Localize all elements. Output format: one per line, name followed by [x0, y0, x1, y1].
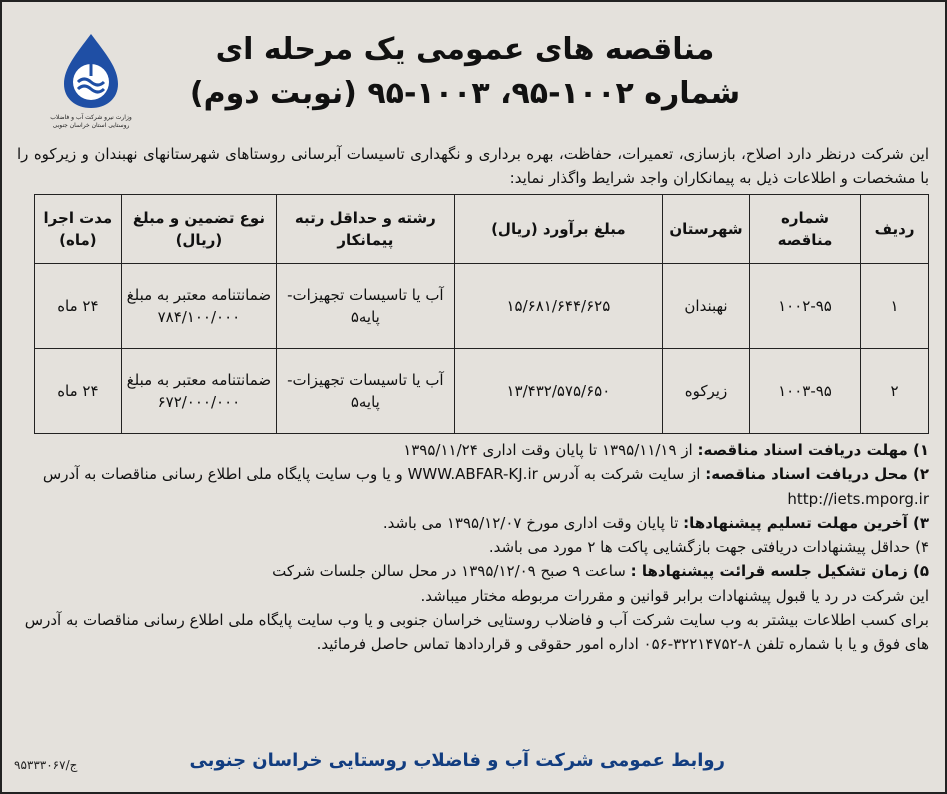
ad-title — [105, 28, 825, 116]
item-label: ۵) زمان تشکیل جلسه قرائت پیشنهادها : — [630, 562, 929, 581]
col-tender-number: شماره مناقصه — [749, 195, 860, 264]
intro-paragraph: این شرکت درنظر دارد اصلاح، بازسازی، تعمیرات، حفاظت، بهره برداری و نگهداری تاسیسات آبرسانی روستاهای شهرستانهای نهبندان و زیرکوه را با مشخصات و اطلاعات ذیل به پیمانکاران واجد شرایط واگذار نماید: — [17, 145, 929, 187]
footer-signature: روابط عمومی شرکت آب و فاضلاب روستایی خراسان جنوبی — [189, 750, 725, 771]
logo-caption: وزارت نیرو شرکت آب و فاضلاب روستایی استان خراسان جنوبی — [50, 114, 132, 129]
item-text: از سایت شرکت به آدرس — [542, 465, 701, 484]
guarantee: ضمانتنامه معتبر به مبلغ ۶۷۲/۰۰۰/۰۰۰ — [121, 349, 276, 434]
tender-number: ۱۰۰۳-۹۵ — [749, 349, 860, 434]
county: نهبندان — [663, 264, 750, 349]
item-text: از ۱۳۹۵/۱۱/۱۹ تا پایان وقت اداری ۱۳۹۵/۱۱/۲۴ — [403, 441, 693, 459]
contact-info: برای کسب اطلاعات بیشتر به وب سایت شرکت آب و فاضلاب روستایی خراسان جنوبی و یا وب سایت پایگاه ملی اطلاع رسانی مناقصات به آدرس های فوق و یا با شماره تلفن ۸-۳۲۲۱۴۷۵۲-۰۵۶ اداره امور حقوقی و قراردادها تماس حاصل فرمائید. — [24, 611, 929, 654]
estimate-amount: ۱۳/۴۳۲/۵۷۵/۶۵۰ — [454, 349, 662, 434]
col-estimate: مبلغ برآورد (ریال) — [454, 195, 662, 264]
item-docs-location — [17, 462, 929, 511]
rights-note: این شرکت در رد یا قبول پیشنهادات برابر قوانین و مقررات مربوطه مختار میباشد. — [420, 586, 929, 605]
tender-number: ۱۰۰۲-۹۵ — [749, 264, 860, 349]
item-minimum-bids: ۴) حداقل پیشنهادات دریافتی جهت بازگشایی پاکت ها ۲ مورد می باشد. — [488, 538, 929, 557]
company-logo — [40, 32, 142, 137]
item-label: ۱) مهلت دریافت اسناد مناقصه: — [697, 441, 929, 459]
duration: ۲۴ ماه — [35, 264, 122, 349]
item-text: و یا وب سایت پایگاه ملی اطلاع رسانی مناقصات به آدرس — [42, 465, 403, 484]
col-guarantee: نوع تضمین و مبلغ (ریال) — [121, 195, 276, 264]
county: زیرکوه — [663, 349, 750, 434]
col-duration: مدت اجرا (ماه) — [35, 195, 122, 264]
col-contractor-rank: رشته و حداقل رتبه پیمانکار — [277, 195, 455, 264]
row-number: ۲ — [861, 349, 929, 434]
row-number: ۱ — [861, 264, 929, 349]
item-label: ۲) محل دریافت اسناد مناقصه: — [705, 465, 929, 484]
contractor-rank: آب یا تاسیسات تجهیزات-پایه۵ — [277, 349, 455, 434]
item-text: تا پایان وقت اداری مورخ ۱۳۹۵/۱۲/۰۷ می باشد. — [382, 513, 679, 532]
conditions-list — [17, 438, 929, 657]
table-row — [35, 349, 929, 434]
tender-table — [34, 194, 929, 434]
contractor-rank: آب یا تاسیسات تجهیزات-پایه۵ — [277, 264, 455, 349]
duration: ۲۴ ماه — [35, 349, 122, 434]
item-label: ۳) آخرین مهلت تسلیم پیشنهادها: — [683, 513, 929, 532]
item-text: ساعت ۹ صبح ۱۳۹۵/۱۲/۰۹ در محل سالن جلسات شرکت — [272, 562, 626, 581]
item-opening-session — [17, 559, 929, 583]
title-line-2: شماره ۱۰۰۲-۹۵، ۱۰۰۳-۹۵ (نوبت دوم) — [189, 76, 741, 111]
col-county: شهرستان — [663, 195, 750, 264]
title-line-1: مناقصه های عمومی یک مرحله ای — [215, 32, 715, 67]
ad-code: ج/۹۵۳۳۳۰۶۷ — [14, 758, 78, 772]
col-row-number: ردیف — [861, 195, 929, 264]
guarantee: ضمانتنامه معتبر به مبلغ ۷۸۴/۱۰۰/۰۰۰ — [121, 264, 276, 349]
iets-website-link[interactable]: http://iets.mporg.ir — [787, 489, 929, 508]
estimate-amount: ۱۵/۶۸۱/۶۴۴/۶۲۵ — [454, 264, 662, 349]
table-row — [35, 264, 929, 349]
item-deadline-docs — [17, 438, 929, 462]
company-website-link[interactable]: WWW.ABFAR-KJ.ir — [407, 465, 538, 484]
water-drop-logo-icon — [56, 32, 126, 110]
item-submission-deadline — [17, 511, 929, 535]
table-header-row — [35, 195, 929, 264]
